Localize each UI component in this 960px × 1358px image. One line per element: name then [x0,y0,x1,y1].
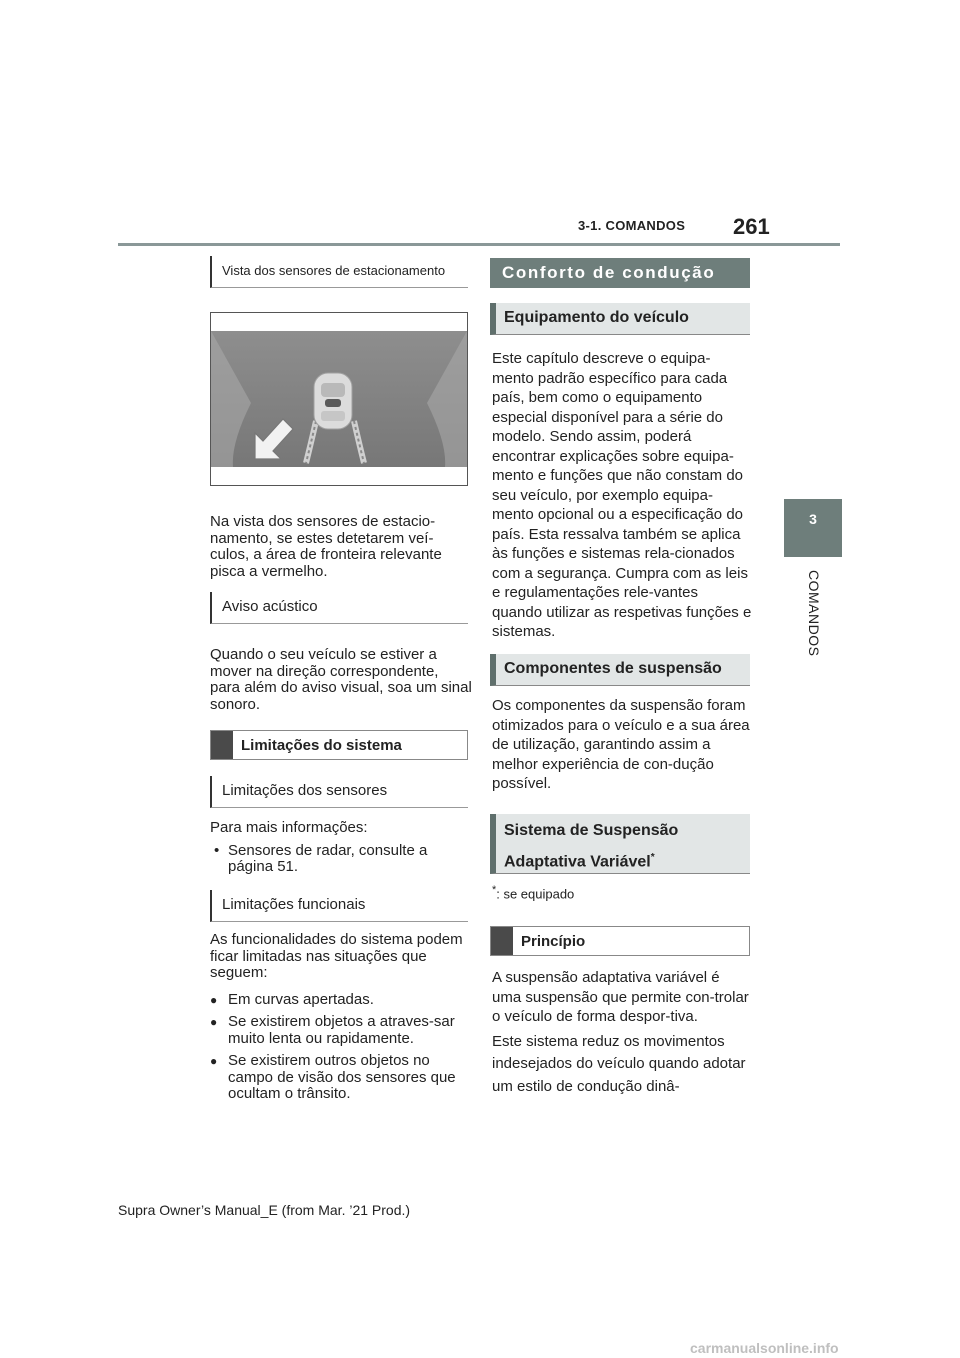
heading-principle [490,926,750,956]
paragraph-parking-view: Na vista dos sensores de estacio-namento, se estes detetarem veí-culos, a área de fronteira relevante pisca a vermelho. [210,513,442,580]
header-divider [118,243,840,246]
paragraph-suspension-components: Os componentes da suspensão foram otimizados para o veículo e a sua área de utilização, garantindo assim a melhor experiência de con-dução possível. [492,697,750,792]
parking-sensor-illustration [211,313,467,485]
list-item: ● Em curvas apertadas. [210,992,472,1009]
subheading-functional-limits: Limitações funcionais [210,890,468,922]
heading-bar [491,927,513,955]
heading-system-limits [210,730,468,760]
heading-bar [211,731,233,759]
subheading-parking-view: Vista dos sensores de estacionamento [210,256,468,288]
subheading-acoustic-warning: Aviso acústico [210,592,468,624]
list-item-radar: • Sensores de radar, consulte a página 51. [210,843,472,876]
section-title: 3-1. COMANDOS [578,218,686,233]
list-item: ● Se existirem objetos a atraves-sar muito lenta ou rapidamente. [210,1014,472,1047]
footnote-text: : se equipado [496,886,575,902]
paragraph-more-info: Para mais informações: [210,819,368,836]
footnote [492,884,574,901]
paragraph-functional-limits: As funcionalidades do sistema podem ficar limitadas nas situações que seguem: [210,931,463,981]
footnote-asterisk: * [650,852,655,863]
section-banner: Conforto de condução [490,258,750,288]
heading-adaptive-suspension [490,814,750,874]
footer-text: Supra Owner’s Manual_E (from Mar. ’21 Prod.) [118,1202,411,1218]
paragraph-system-reduces: Este sistema reduz os movimentos indesejados do veículo quando adotar um estilo de condução dinâ- [492,1032,746,1095]
watermark: carmanualsonline.info [690,1340,839,1356]
paragraph-acoustic-warning: Quando o seu veículo se estiver a mover na direção correspondente, para além do aviso visual, soa um sinal sonoro. [210,646,472,713]
heading-system-limits-text: Limitações do sistema [241,736,402,754]
heading-adaptive-suspension-line2 [504,844,750,875]
page-number: 261 [733,214,770,239]
heading-adaptive-suspension-line1: Sistema de Suspensão [504,822,679,839]
list-item: ● Se existirem outros objetos no campo de visão dos sensores que ocultam o trânsito. [210,1053,472,1103]
footnote-marker: * [492,884,497,896]
subheading-sensor-limits: Limitações dos sensores [210,776,468,808]
paragraph-principle: A suspensão adaptativa variável é uma suspensão que permite con-trolar o veículo de forma despor-tiva. [492,969,749,1025]
heading-adaptive-suspension-line2-text: Adaptativa Variável [504,853,651,871]
chapter-tab: 3 [784,499,842,557]
chapter-label: COMANDOS [806,570,822,657]
heading-principle-text: Princípio [521,932,586,950]
heading-suspension-components: Componentes de suspensão [490,654,750,686]
heading-vehicle-equipment: Equipamento do veículo [490,303,750,335]
parking-sensor-figure [210,312,468,486]
paragraph-vehicle-equipment: Este capítulo descreve o equipa-mento padrão específico para cada país, bem como o equipamento especial disponível para a série do modelo. Sendo assim, poderá encontrar explicações sobre equipa-mento e funções que não constam do seu veículo, por exemplo equipa-mento opcional ou a especificação do país. Esta ressalva também se aplica às funções e sistemas rela-cionados com a segurança. Cumpra com as leis e regulamentações rele-vantes quando utilizar as respetivas funções e sistemas. [492,350,752,640]
